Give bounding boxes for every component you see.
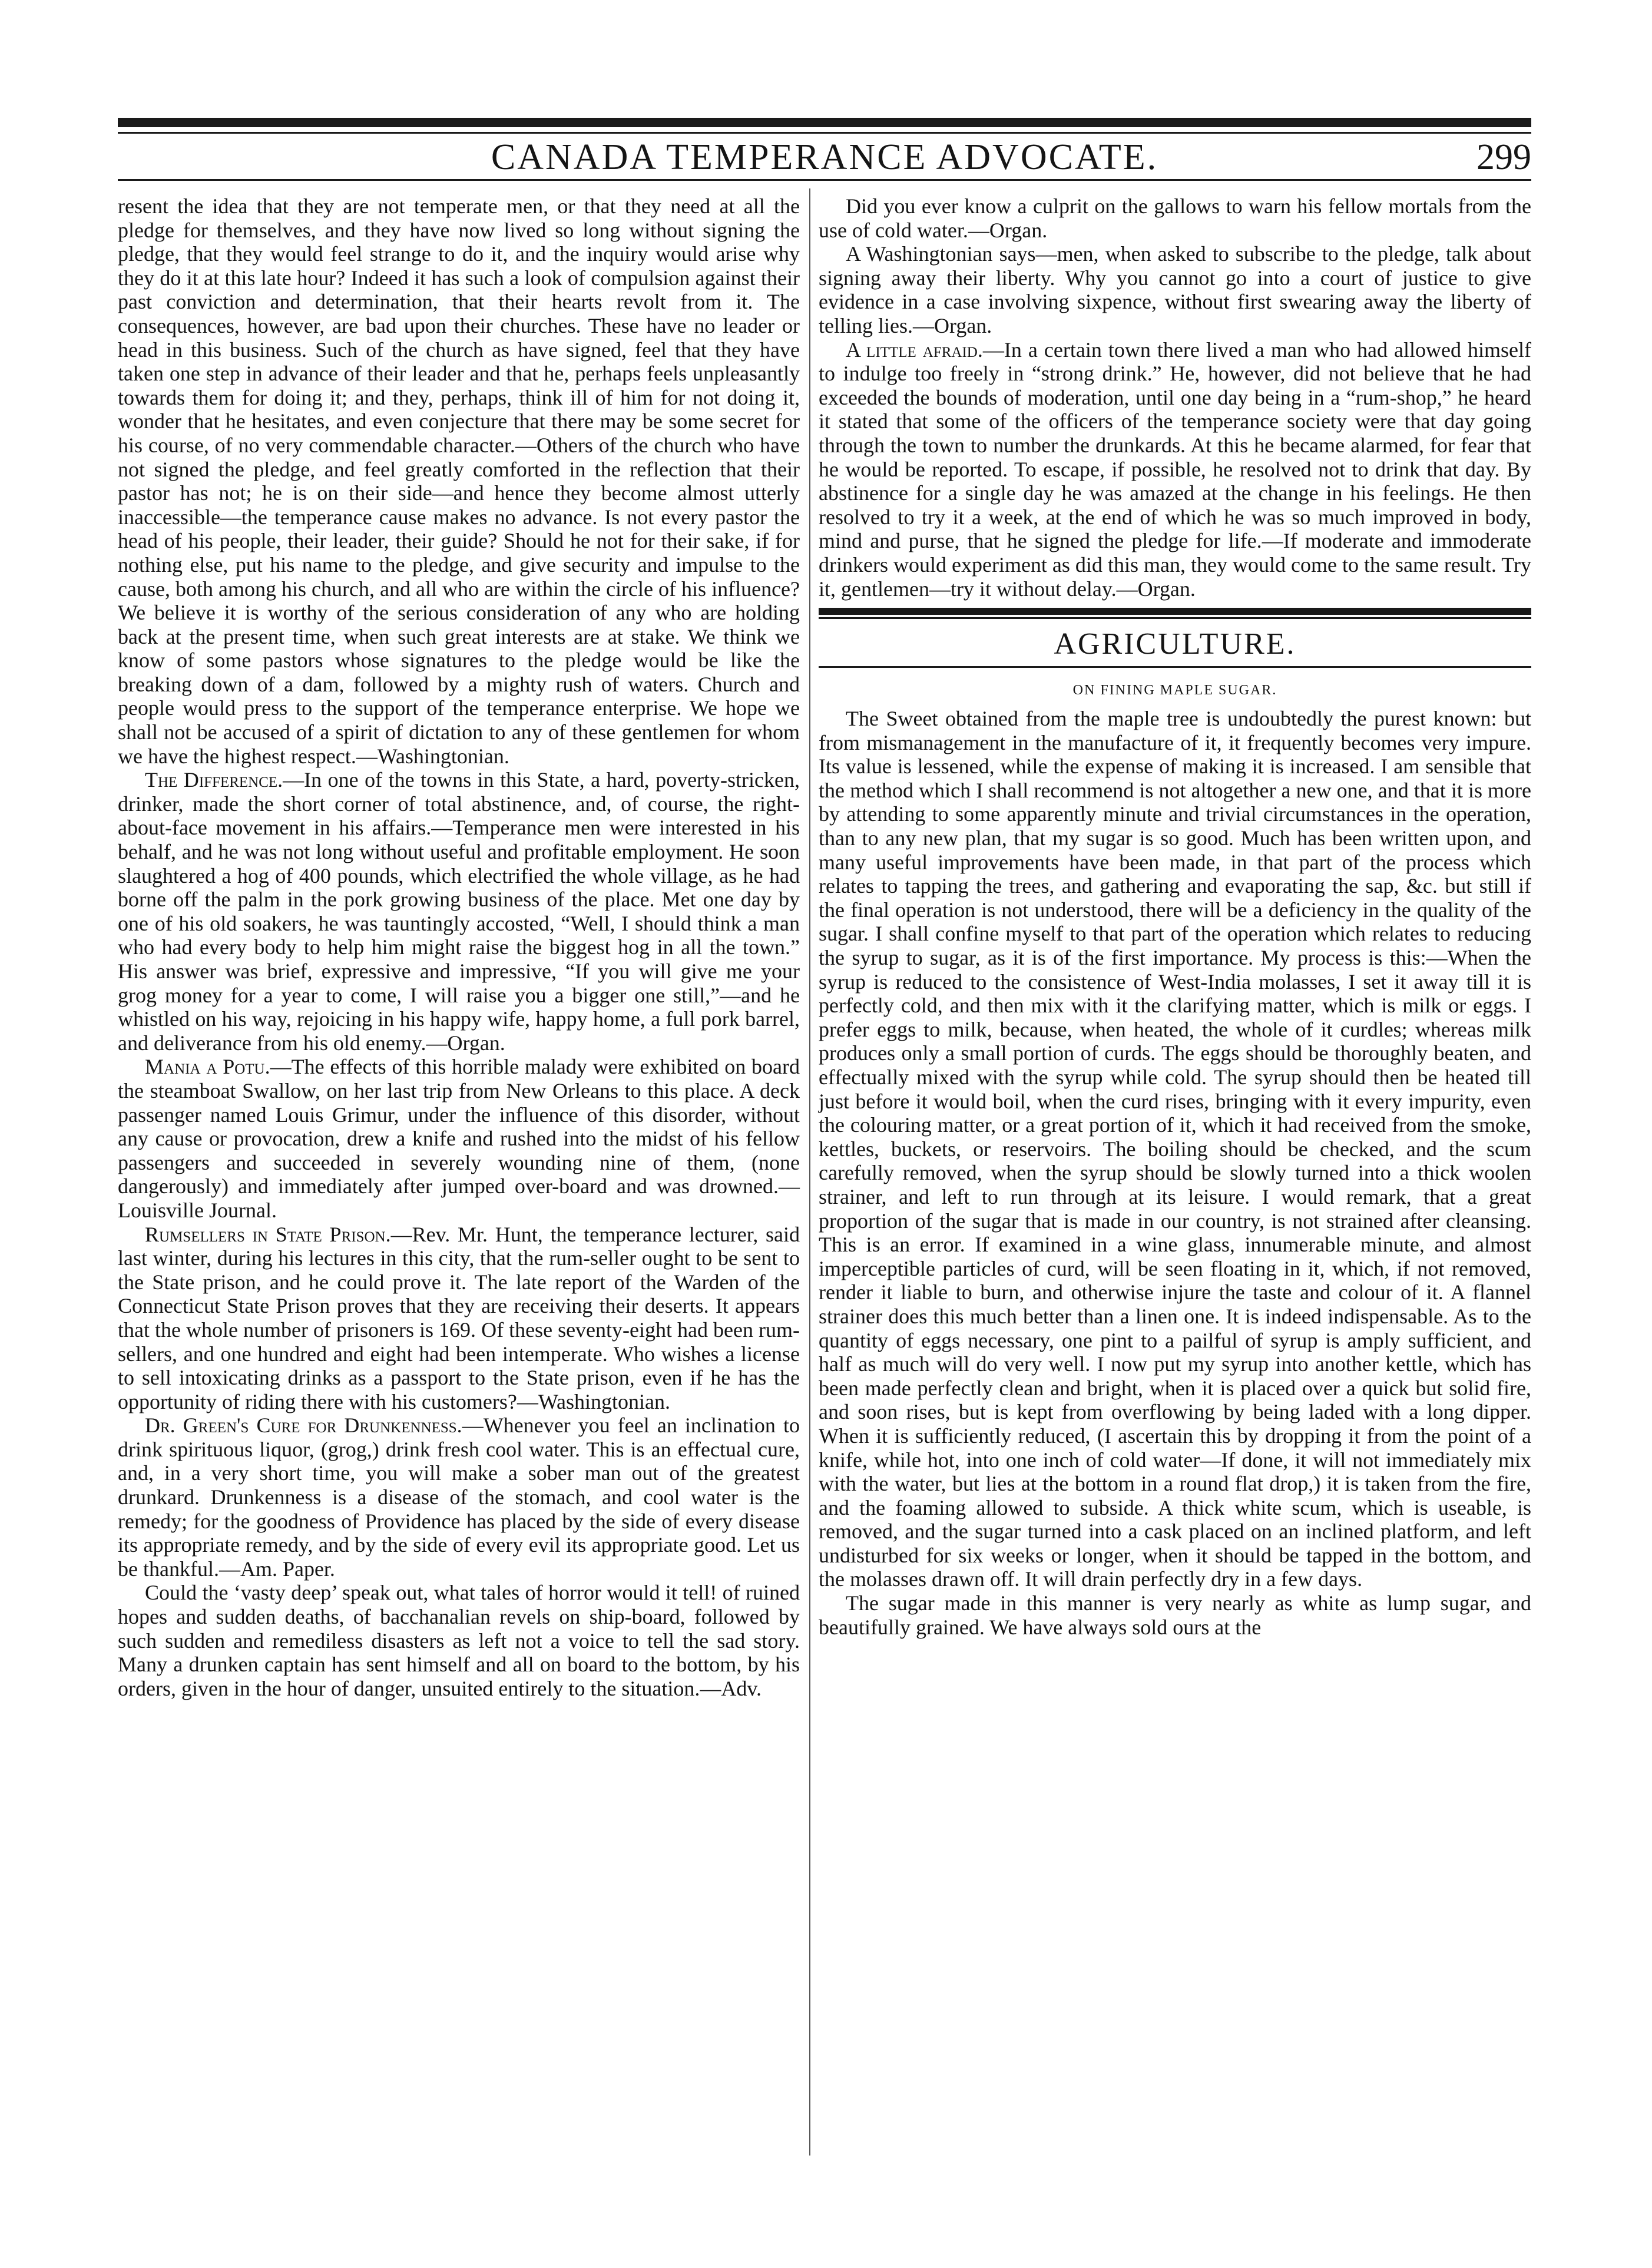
article-body: —The effects of this horrible malady were exhibited on board the steamboat Swallow, on her last trip from New Orleans to this place. A deck passenger named Louis Grimur, under the influence of this disorder, without any cause or provocation, drew a knife and rushed into the midst of his fellow passengers and succeeded in severely wounding nine of them, (none dangerously) and immediately after jumped over-board and was drowned.—Louisville Journal. xyxy=(118,1055,800,1222)
article-lead: Rumsellers in State Prison. xyxy=(145,1222,391,1246)
article-body: —In a certain town there lived a man who had allowed himself to indulge too freely in “strong drink.” He, however, did not believe that he had exceeded the bounds of moderation, until one day being in a “rum-shop,” he heard it stated that some of the officers of the temperance society were that day going through the town to number the drunkards. At this he became alarmed, for fear that he would be reported. To escape, if possible, he resolved not to drink that day. By abstinence for a single day he was amazed at the change in his feelings. He then resolved to try it a week, at the end of which he was so much improved in body, mind and purse, that he signed the pledge for life.—If moderate and immoderate drinkers would experiment as did this man, they would come to the same result. Try it, gentlemen—try it without delay.—Organ. xyxy=(819,337,1531,601)
section-rule-thin xyxy=(819,617,1531,619)
article-the-difference xyxy=(118,768,800,1055)
article-lead: Mania a Potu. xyxy=(145,1055,270,1079)
article-body: —Whenever you feel an inclination to drink spirituous liquor, (grog,) drink fresh cool water. This is an effectual cure, and, in a very short time, you will make a sober man out of the greatest drunkard. Drunkenness is a disease of the stomach, and cool water is the remedy; for the goodness of Providence has placed by the side of every disease its appropriate remedy, and by the side of every evil its appropriate good. Let us be thankful.—Am. Paper. xyxy=(118,1413,800,1581)
article-washingtonian-says: A Washingtonian says—men, when asked to subscribe to the pledge, talk about signing away their liberty. Why you cannot go into a court of justice to give evidence in a case involving sixpence, without first swearing away the liberty of telling lies.—Organ. xyxy=(819,242,1531,337)
article-lead: Dr. Green's Cure for Drunkenness. xyxy=(145,1413,462,1438)
article-lead: A little afraid. xyxy=(846,337,983,362)
top-border-rule xyxy=(118,118,1531,127)
publication-title: CANADA TEMPERANCE ADVOCATE. xyxy=(491,137,1158,177)
article-sub-heading: ON FINING MAPLE SUGAR. xyxy=(1072,683,1277,698)
right-column xyxy=(819,194,1531,1639)
section-rule-thick xyxy=(819,608,1531,615)
article-body: —Rev. Mr. Hunt, the temperance lecturer, said last winter, during his lectures in this city, that the rum-seller ought to be sent to the State prison, and he could prove it. The late report of the Warden of the Connecticut State Prison proves that they are receiving their deserts. It appears that the whole number of prisoners is 169. Of these seventy-eight had been rum-sellers, and one hundred and eight had been intemperate. Who wishes a license to sell intoxicating drinks as a passport to the State prison, even if he has the opportunity of riding there with his customers?—Washingtonian. xyxy=(118,1222,800,1413)
article-maple-sugar-continued: The sugar made in this manner is very nearly as white as lump sugar, and beautifully grained. We have always sold ours at the xyxy=(819,1591,1531,1639)
section-heading: AGRICULTURE. xyxy=(1054,627,1296,661)
column-divider xyxy=(809,188,810,2156)
article-rumsellers xyxy=(118,1223,800,1414)
article-dr-greens-cure xyxy=(118,1413,800,1581)
article-maple-sugar: The Sweet obtained from the maple tree is undoubtedly the purest known: but from mismanagement in the manufacture of it, it frequently becomes very impure. Its value is lessened, while the expense of making it is increased. I am sensible that the method which I shall recommend is not altogether a new one, and that it is more by attending to some apparently minute and trivial circumstances in the operation, than to any new plan, that my sugar is so good. Much has been written upon, and many useful improvements have been made, in that part of the process which relates to tapping the trees, and gathering and evaporating the sap, &c. but still if the final operation is not understood, there will be a deficiency in the quality of the sugar. I shall confine myself to that part of the operation which relates to reducing the syrup to sugar, as it is of the first importance. My process is this:—When the syrup is reduced to the consistence of West-India molasses, I set it away till it is perfectly cold, and then mix with it the clarifying matter, which is milk or eggs. I prefer eggs to milk, because, when heated, the whole of it curdles; whereas milk produces only a small portion of curds. The eggs should be thoroughly beaten, and effectually mixed with the syrup while cold. The syrup should then be heated till just before it would boil, when the curd rises, bringing with it every impurity, even the colouring matter, or a great portion of it, which it had received from the smoke, kettles, buckets, or reservoirs. The boiling should be checked, and the scum carefully removed, when the syrup should be slowly turned into a thick woolen strainer, and left to run through at its leisure. I would remark, that a great proportion of the sugar that is made in our country, is not strained after cleansing. This is an error. If examined in a wine glass, innumerable minute, and almost imperceptible particles of curd, will be seen floating in it, which, if not removed, render it liable to burn, and otherwise injure the taste and colour of it. A flannel strainer does this much better than a linen one. It is indeed indispensable. As to the quantity of eggs necessary, one pint to a pailful of syrup is amply sufficient, and half as much will do very well. I now put my syrup into another kettle, which has been made perfectly clean and bright, when it is placed over a quick but solid fire, and soon rises, but is kept from overflowing by being laded with a long dipper. When it is sufficiently reduced, (I ascertain this by dropping it from the point of a knife, while hot, into one inch of cold water—If done, it will not immediately mix with the water, but lies at the bottom in a round flat drop,) it is taken from the fire, and the foaming allowed to subside. A thick white scum, which is useable, is removed, and the sugar turned into a cask placed on an inclined platform, and left undisturbed for six weeks or longer, when it should be tapped in the bottom, and the molasses drawn off. It will drain perfectly dry in a few days. xyxy=(819,707,1531,1591)
left-column xyxy=(118,194,800,1700)
article-continuation: resent the idea that they are not temperate men, or that they need at all the pledge for themselves, and they have now lived so long without signing the pledge, that they would feel strange to do it, and the inquiry would arise why they do it at this late hour? Indeed it has such a look of compulsion against their past conviction and determination, that their hearts revolt from it. The consequences, however, are bad upon their churches. These have no leader or head in this business. Such of the church as have signed, feel that they have taken one step in advance of their leader and that he, perhaps feels unpleasantly towards them for doing it; and they, perhaps, think ill of him for not doing it, wonder that he hesitates, and even conjecture that there may be some secret for his course, of no very commendable character.—Others of the church who have not signed the pledge, and feel greatly comforted in the reflection that their pastor has not; he is on their side—and hence they become almost utterly inaccessible—the temperance cause makes no advance. Is not every pastor the head of his people, their leader, their guide? Should he not for their sake, if for nothing else, put his name to the pledge, and give security and impulse to the cause, both among his church, and all who are within the circle of his influence? We believe it is worthy of the serious consideration of any who are holding back at the present time, when such great interests are at stake. We think we know of some pastors whose signatures to the pledge would be like the breaking down of a dam, followed by a mighty rush of waters. Church and people would press to the support of the temperance enterprise. We hope we shall not be accused of a spirit of dictation to any of these gentlemen for whom we have the highest respect.—Washingtonian. xyxy=(118,194,800,768)
header-rule xyxy=(118,179,1531,181)
article-vasty-deep: Could the ‘vasty deep’ speak out, what tales of horror would it tell! of ruined hopes and sudden deaths, of bacchanalian revels on ship-board, followed by such sudden and remediless disasters as left not a voice to tell the sad story. Many a drunken captain has sent himself and all on board to the bottom, by his orders, given in the hour of danger, unsuited entirely to the situation.—Adv. xyxy=(118,1581,800,1700)
article-body: —In one of the towns in this State, a hard, poverty-stricken, drinker, made the short corner of total abstinence, and, of course, the right-about-face movement in his affairs.—Temperance men were interested in his behalf, and he was not long without useful and profitable employment. He soon slaughtered a hog of 400 pounds, which electrified the whole village, as he had borne off the palm in the pork growing business of the place. Met one day by one of his old soakers, he was tauntingly accosted, “Well, I should think a man who had every body to help him might raise the biggest hog in all the town.” His answer was brief, expressive and impressive, “If you will give me your grog money for a year to come, I will raise you a bigger one still,”—and he whistled on his way, rejoicing in his happy wife, happy home, a full pork barrel, and deliverance from his old enemy.—Organ. xyxy=(118,768,800,1055)
article-mania-a-potu xyxy=(118,1055,800,1222)
section-rule-under xyxy=(819,666,1531,668)
page-number: 299 xyxy=(1476,137,1531,177)
article-lead: The Difference. xyxy=(145,768,283,792)
article-culprit: Did you ever know a culprit on the gallows to warn his fellow mortals from the use of cold water.—Organ. xyxy=(819,194,1531,242)
running-header xyxy=(118,137,1531,178)
top-border-thin-rule xyxy=(118,132,1531,134)
article-a-little-afraid xyxy=(819,338,1531,601)
